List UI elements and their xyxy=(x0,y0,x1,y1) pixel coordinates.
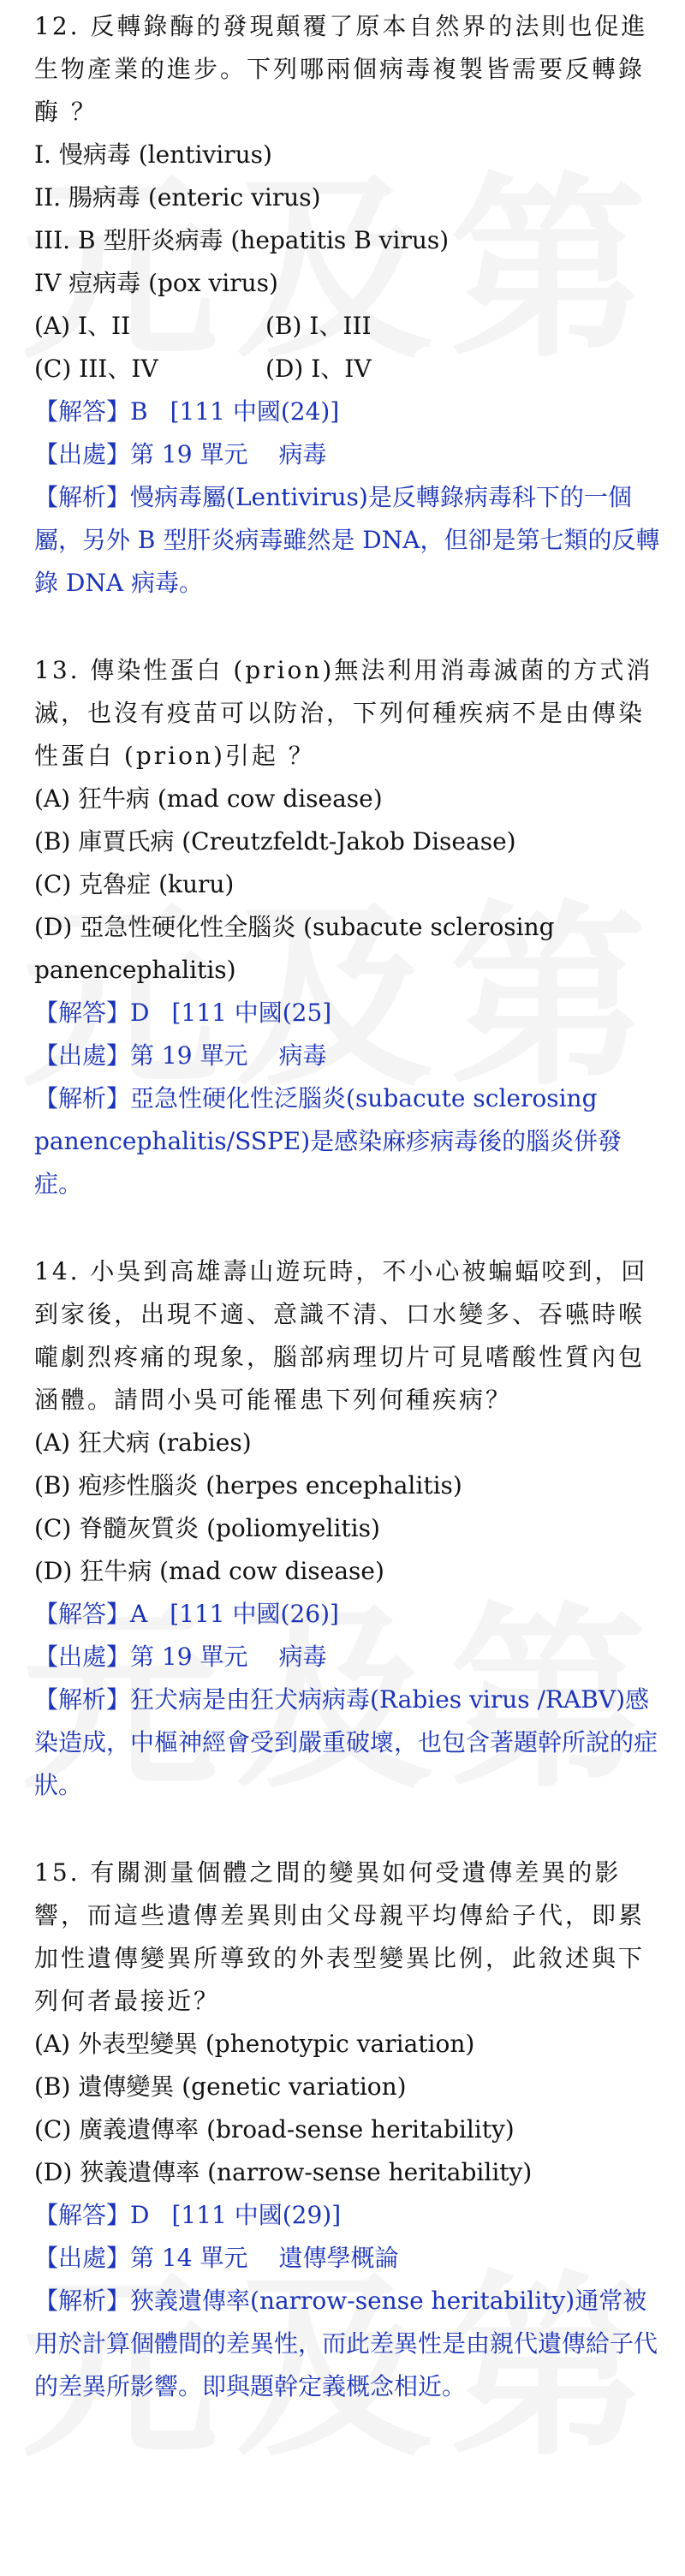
option-a: (A) I、II xyxy=(34,312,131,340)
explanation-label: 【解析】 xyxy=(34,2287,131,2315)
question-12 xyxy=(34,5,670,605)
question-15 xyxy=(34,1852,670,2408)
answer-label: 【解答】 xyxy=(34,999,131,1027)
origin-topic: 病毒 xyxy=(278,1643,327,1671)
origin-line xyxy=(34,2237,670,2280)
option-c: (C) 克魯症 (kuru) xyxy=(34,870,235,898)
origin-unit: 第 19 單元 xyxy=(130,440,248,468)
explanation-label: 【解析】 xyxy=(34,483,131,511)
option-b: (B) 疱疹性腦炎 (herpes encephalitis) xyxy=(34,1471,462,1500)
answer-source: [111 中國(24)] xyxy=(170,397,340,426)
origin-topic: 病毒 xyxy=(278,440,327,468)
origin-topic: 病毒 xyxy=(278,1041,327,1070)
option-row xyxy=(34,348,670,391)
item-line: IV 痘病毒 (pox virus) xyxy=(34,269,278,297)
answer-value: A xyxy=(130,1600,148,1628)
explanation xyxy=(34,1077,668,1206)
origin-unit: 第 14 單元 xyxy=(130,2244,248,2272)
option-d: (D) I、IV xyxy=(265,355,372,383)
answer-value: D xyxy=(130,999,150,1027)
item-line: I. 慢病毒 (lentivirus) xyxy=(34,140,272,169)
option-b: (B) 庫賈氏病 (Creutzfeldt-Jakob Disease) xyxy=(34,827,516,856)
option-d: (D) 狹義遺傳率 (narrow-sense heritability) xyxy=(34,2158,533,2186)
question-stem: 15. 有關測量個體之間的變異如何受遺傳差異的影響，而這些遺傳差異則由父母親平均傳給子代，即累加性遺傳變異所導致的外表型變異比例，此敘述與下列何者最接近？ xyxy=(34,1858,646,2015)
answer-label: 【解答】 xyxy=(34,397,131,426)
question-14 xyxy=(34,1250,670,1807)
question-13 xyxy=(34,649,670,1206)
origin-line xyxy=(34,1035,670,1077)
answer-line xyxy=(34,1593,670,1636)
origin-label: 【出處】 xyxy=(34,1643,131,1671)
answer-value: D xyxy=(130,2201,150,2229)
answer-source: [111 中國(29)] xyxy=(171,2201,342,2229)
option-b: (B) 遺傳變異 (genetic variation) xyxy=(34,2072,407,2101)
option-a: (A) 狂犬病 (rabies) xyxy=(34,1428,252,1457)
option-row xyxy=(34,305,670,348)
option-d: (D) 亞急性硬化性全腦炎 (subacute sclerosing xyxy=(34,913,555,941)
answer-label: 【解答】 xyxy=(34,1600,131,1628)
explanation-text: 亞急性硬化性泛腦炎(subacute sclerosing panencephalitis/SSPE)是感染麻疹病毒後的腦炎併發症。 xyxy=(34,1084,622,1198)
origin-label: 【出處】 xyxy=(34,2244,131,2272)
option-a: (A) 外表型變異 (phenotypic variation) xyxy=(34,2030,475,2058)
item-line: III. B 型肝炎病毒 (hepatitis B virus) xyxy=(34,226,450,254)
explanation-text: 狂犬病是由狂犬病病毒(Rabies virus /RABV)感染造成，中樞神經會受到嚴重破壞，也包含著題幹所說的症狀。 xyxy=(34,1685,658,1799)
explanation-label: 【解析】 xyxy=(34,1084,131,1112)
explanation xyxy=(34,476,668,605)
option-b: (B) I、III xyxy=(265,312,372,340)
origin-unit: 第 19 單元 xyxy=(130,1643,248,1671)
option-d: (D) 狂牛病 (mad cow disease) xyxy=(34,1557,384,1585)
explanation-text: 狹義遺傳率(narrow-sense heritability)通常被用於計算個體間的差異性，而此差異性是由親代遺傳給子代的差異所影響。即與題幹定義概念相近。 xyxy=(34,2287,658,2400)
question-stem: 12. 反轉錄酶的發現顛覆了原本自然界的法則也促進生物產業的進步。下列哪兩個病毒複製皆需要反轉錄酶 ？ xyxy=(34,12,648,126)
answer-line xyxy=(34,2194,670,2237)
answer-label: 【解答】 xyxy=(34,2201,131,2229)
origin-line xyxy=(34,1636,670,1679)
answer-source: [111 中國(26)] xyxy=(170,1600,339,1628)
origin-label: 【出處】 xyxy=(34,440,131,468)
answer-value: B xyxy=(130,397,148,426)
explanation xyxy=(34,2280,668,2408)
option-d-continued: panencephalitis) xyxy=(34,956,236,984)
answer-line xyxy=(34,992,670,1035)
explanation-text: 慢病毒屬(Lentivirus)是反轉錄病毒科下的一個屬，另外 B 型肝炎病毒雖然是 DNA，但卻是第七類的反轉錄 DNA 病毒。 xyxy=(34,483,660,597)
origin-topic: 遺傳學概論 xyxy=(278,2244,399,2272)
explanation-label: 【解析】 xyxy=(34,1685,131,1714)
question-stem: 14. 小吳到高雄壽山遊玩時，不小心被蝙蝠咬到，回到家後，出現不適、意識不清、口水變多、吞嚥時喉嚨劇烈疼痛的現象，腦部病理切片可見嗜酸性質內包涵體。請問小吳可能罹患下列何種疾病？ xyxy=(34,1257,648,1414)
option-c: (C) 廣義遺傳率 (broad-sense heritability) xyxy=(34,2115,515,2144)
explanation xyxy=(34,1679,668,1807)
question-stem: 13. 傳染性蛋白 (prion)無法利用消毒滅菌的方式消滅，也沒有疫苗可以防治，下列何種疾病不是由傳染性蛋白 (prion)引起 ？ xyxy=(34,656,653,770)
origin-label: 【出處】 xyxy=(34,1041,131,1070)
item-line: II. 腸病毒 (enteric virus) xyxy=(34,183,321,212)
option-c: (C) III、IV xyxy=(34,355,158,383)
origin-line xyxy=(34,433,670,476)
answer-source: [111 中國(25] xyxy=(171,999,332,1027)
origin-unit: 第 19 單元 xyxy=(130,1041,248,1070)
option-c: (C) 脊髓灰質炎 (poliomyelitis) xyxy=(34,1514,380,1542)
option-a: (A) 狂牛病 (mad cow disease) xyxy=(34,784,383,813)
answer-line xyxy=(34,391,670,433)
